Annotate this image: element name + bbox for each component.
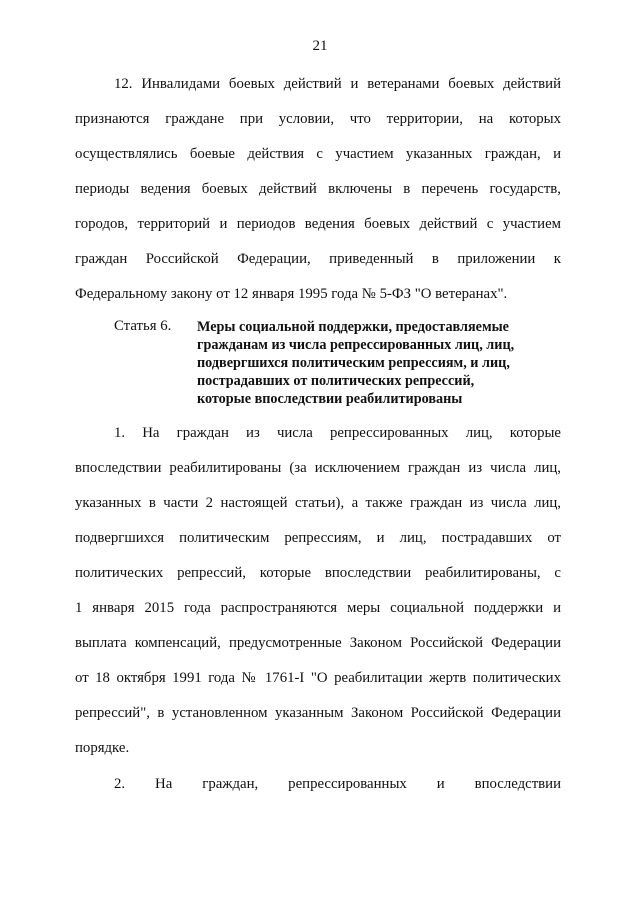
para1-line: политических репрессий, которые впоследствии реабилитированы, с: [75, 565, 561, 581]
para1-line: репрессий", в установленном указанным Законом Российской Федерации: [75, 705, 561, 721]
para1-line: от 18 октября 1991 года № 1761-I "О реабилитации жертв политических: [75, 670, 561, 686]
page-number: 21: [312, 38, 328, 54]
para1-line: впоследствии реабилитированы (за исключением граждан из числа лиц,: [75, 460, 561, 476]
article-title: [197, 318, 547, 408]
article-title-line: которые впоследствии реабилитированы: [197, 391, 463, 407]
article-title-line: подвергшихся политическим репрессиям, и лиц,: [197, 355, 510, 371]
para2-line: 2. На граждан, репрессированных и впоследствии: [114, 776, 561, 792]
para1-line: порядке.: [75, 740, 130, 756]
article-title-line: пострадавших от политических репрессий,: [197, 373, 475, 389]
para1-line: выплата компенсаций, предусмотренные Законом Российской Федерации: [75, 635, 561, 651]
para1-line: подвергшихся политическим репрессиям, и лиц, пострадавших от: [75, 530, 561, 546]
para12-line: городов, территорий и периодов ведения боевых действий с участием: [75, 216, 561, 232]
para12-line: признаются граждане при условии, что территории, на которых: [75, 111, 561, 127]
para1-line: указанных в части 2 настоящей статьи), а также граждан из числа лиц,: [75, 495, 561, 511]
para12-line: 12. Инвалидами боевых действий и ветеранами боевых действий: [114, 76, 561, 92]
article-title-line: Меры социальной поддержки, предоставляемые: [197, 319, 509, 335]
para12-line: Федеральному закону от 12 января 1995 года № 5-ФЗ "О ветеранах".: [75, 286, 508, 302]
para1-line: 1 января 2015 года распространяются меры социальной поддержки и: [75, 600, 561, 616]
article-title-line: гражданам из числа репрессированных лиц, лиц,: [197, 337, 515, 353]
para12-line: периоды ведения боевых действий включены в перечень государств,: [75, 181, 561, 197]
article-label: Статья 6.: [114, 318, 172, 334]
para12-line: граждан Российской Федерации, приведенный в приложении к: [75, 251, 561, 267]
para1-line: 1. На граждан из числа репрессированных лиц, которые: [114, 425, 561, 441]
para12-line: осуществлялись боевые действия с участием указанных граждан, и: [75, 146, 561, 162]
